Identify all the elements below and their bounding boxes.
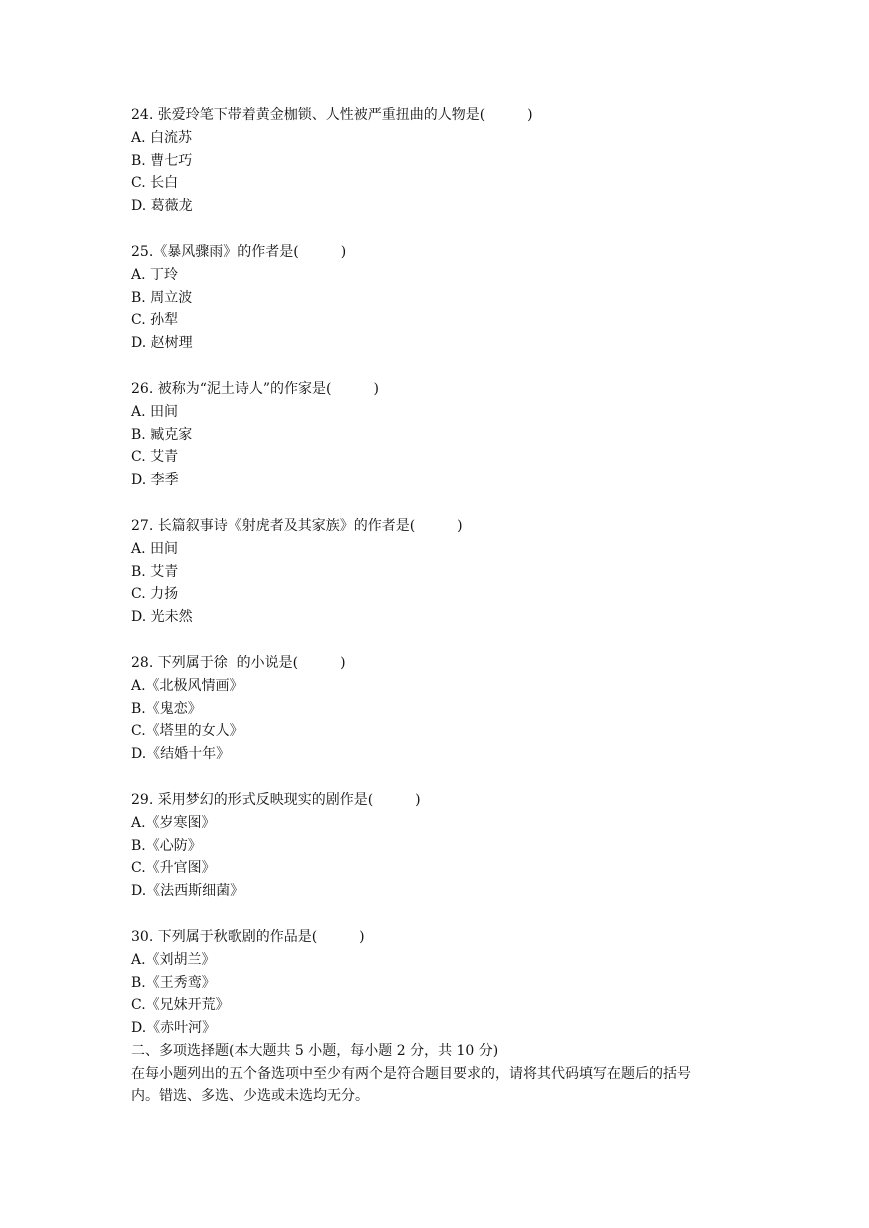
- option-c: C. 孙犁: [131, 312, 179, 329]
- option-c: C.《升官图》: [131, 860, 216, 877]
- option-b: B. 曹七巧: [131, 152, 193, 169]
- section-instructions-line1: 在每小题列出的五个备选项中至少有两个是符合题目要求的，请将其代码填写在题后的括号: [131, 1065, 691, 1082]
- option-c: C. 长白: [131, 175, 179, 192]
- question-26: [131, 378, 771, 492]
- option-d: D. 葛薇龙: [131, 198, 193, 215]
- option-a: A.《刘胡兰》: [131, 951, 216, 968]
- exam-content: [131, 104, 771, 1108]
- option-a: A. 田间: [131, 403, 179, 420]
- question-stem: 27. 长篇叙事诗《射虎者及其家族》的作者是( ): [131, 517, 463, 534]
- option-b: B.《王秀鸾》: [131, 974, 216, 991]
- option-b: B. 臧克家: [131, 426, 193, 443]
- option-a: A.《岁寒图》: [131, 814, 216, 831]
- option-a: A. 丁玲: [131, 266, 179, 283]
- question-stem: 25.《暴风骤雨》的作者是( ): [131, 243, 347, 260]
- option-d: D. 李季: [131, 472, 179, 489]
- option-a: A. 白流苏: [131, 129, 193, 146]
- section-instructions-line2: 内。错选、多选、少选或未选均无分。: [131, 1088, 369, 1105]
- question-29: [131, 789, 771, 903]
- option-b: B. 周立波: [131, 289, 193, 306]
- option-c: C.《兄妹开荒》: [131, 997, 230, 1014]
- question-stem: 28. 下列属于徐 的小说是( ): [131, 654, 346, 671]
- section-title: 二、多项选择题(本大题共 5 小题，每小题 2 分，共 10 分): [131, 1042, 499, 1059]
- question-stem: 24. 张爱玲笔下带着黄金枷锁、人性被严重扭曲的人物是( ): [131, 107, 533, 123]
- question-stem: 26. 被称为“泥土诗人”的作家是( ): [131, 380, 379, 397]
- option-d: D.《赤叶河》: [131, 1020, 217, 1037]
- option-a: A. 田间: [131, 540, 179, 557]
- question-stem: 30. 下列属于秋歌剧的作品是( ): [131, 928, 365, 945]
- option-a: A.《北极风情画》: [131, 677, 244, 694]
- option-d: D.《法西斯细菌》: [131, 883, 245, 900]
- option-b: B.《鬼恋》: [131, 700, 202, 717]
- question-27: [131, 515, 771, 629]
- option-c: C. 力扬: [131, 586, 179, 603]
- option-b: B.《心防》: [131, 837, 202, 854]
- option-d: D. 赵树理: [131, 335, 193, 352]
- option-d: D. 光未然: [131, 609, 193, 626]
- option-c: C.《塔里的女人》: [131, 723, 244, 740]
- question-stem: 29. 采用梦幻的形式反映现实的剧作是( ): [131, 791, 421, 808]
- question-25: [131, 241, 771, 355]
- option-d: D.《结婚十年》: [131, 746, 231, 763]
- question-30: [131, 926, 771, 1040]
- section-multiple-choice: [131, 1040, 771, 1108]
- option-b: B. 艾青: [131, 563, 179, 580]
- question-24: [131, 104, 771, 218]
- option-c: C. 艾青: [131, 449, 179, 466]
- question-28: [131, 652, 771, 766]
